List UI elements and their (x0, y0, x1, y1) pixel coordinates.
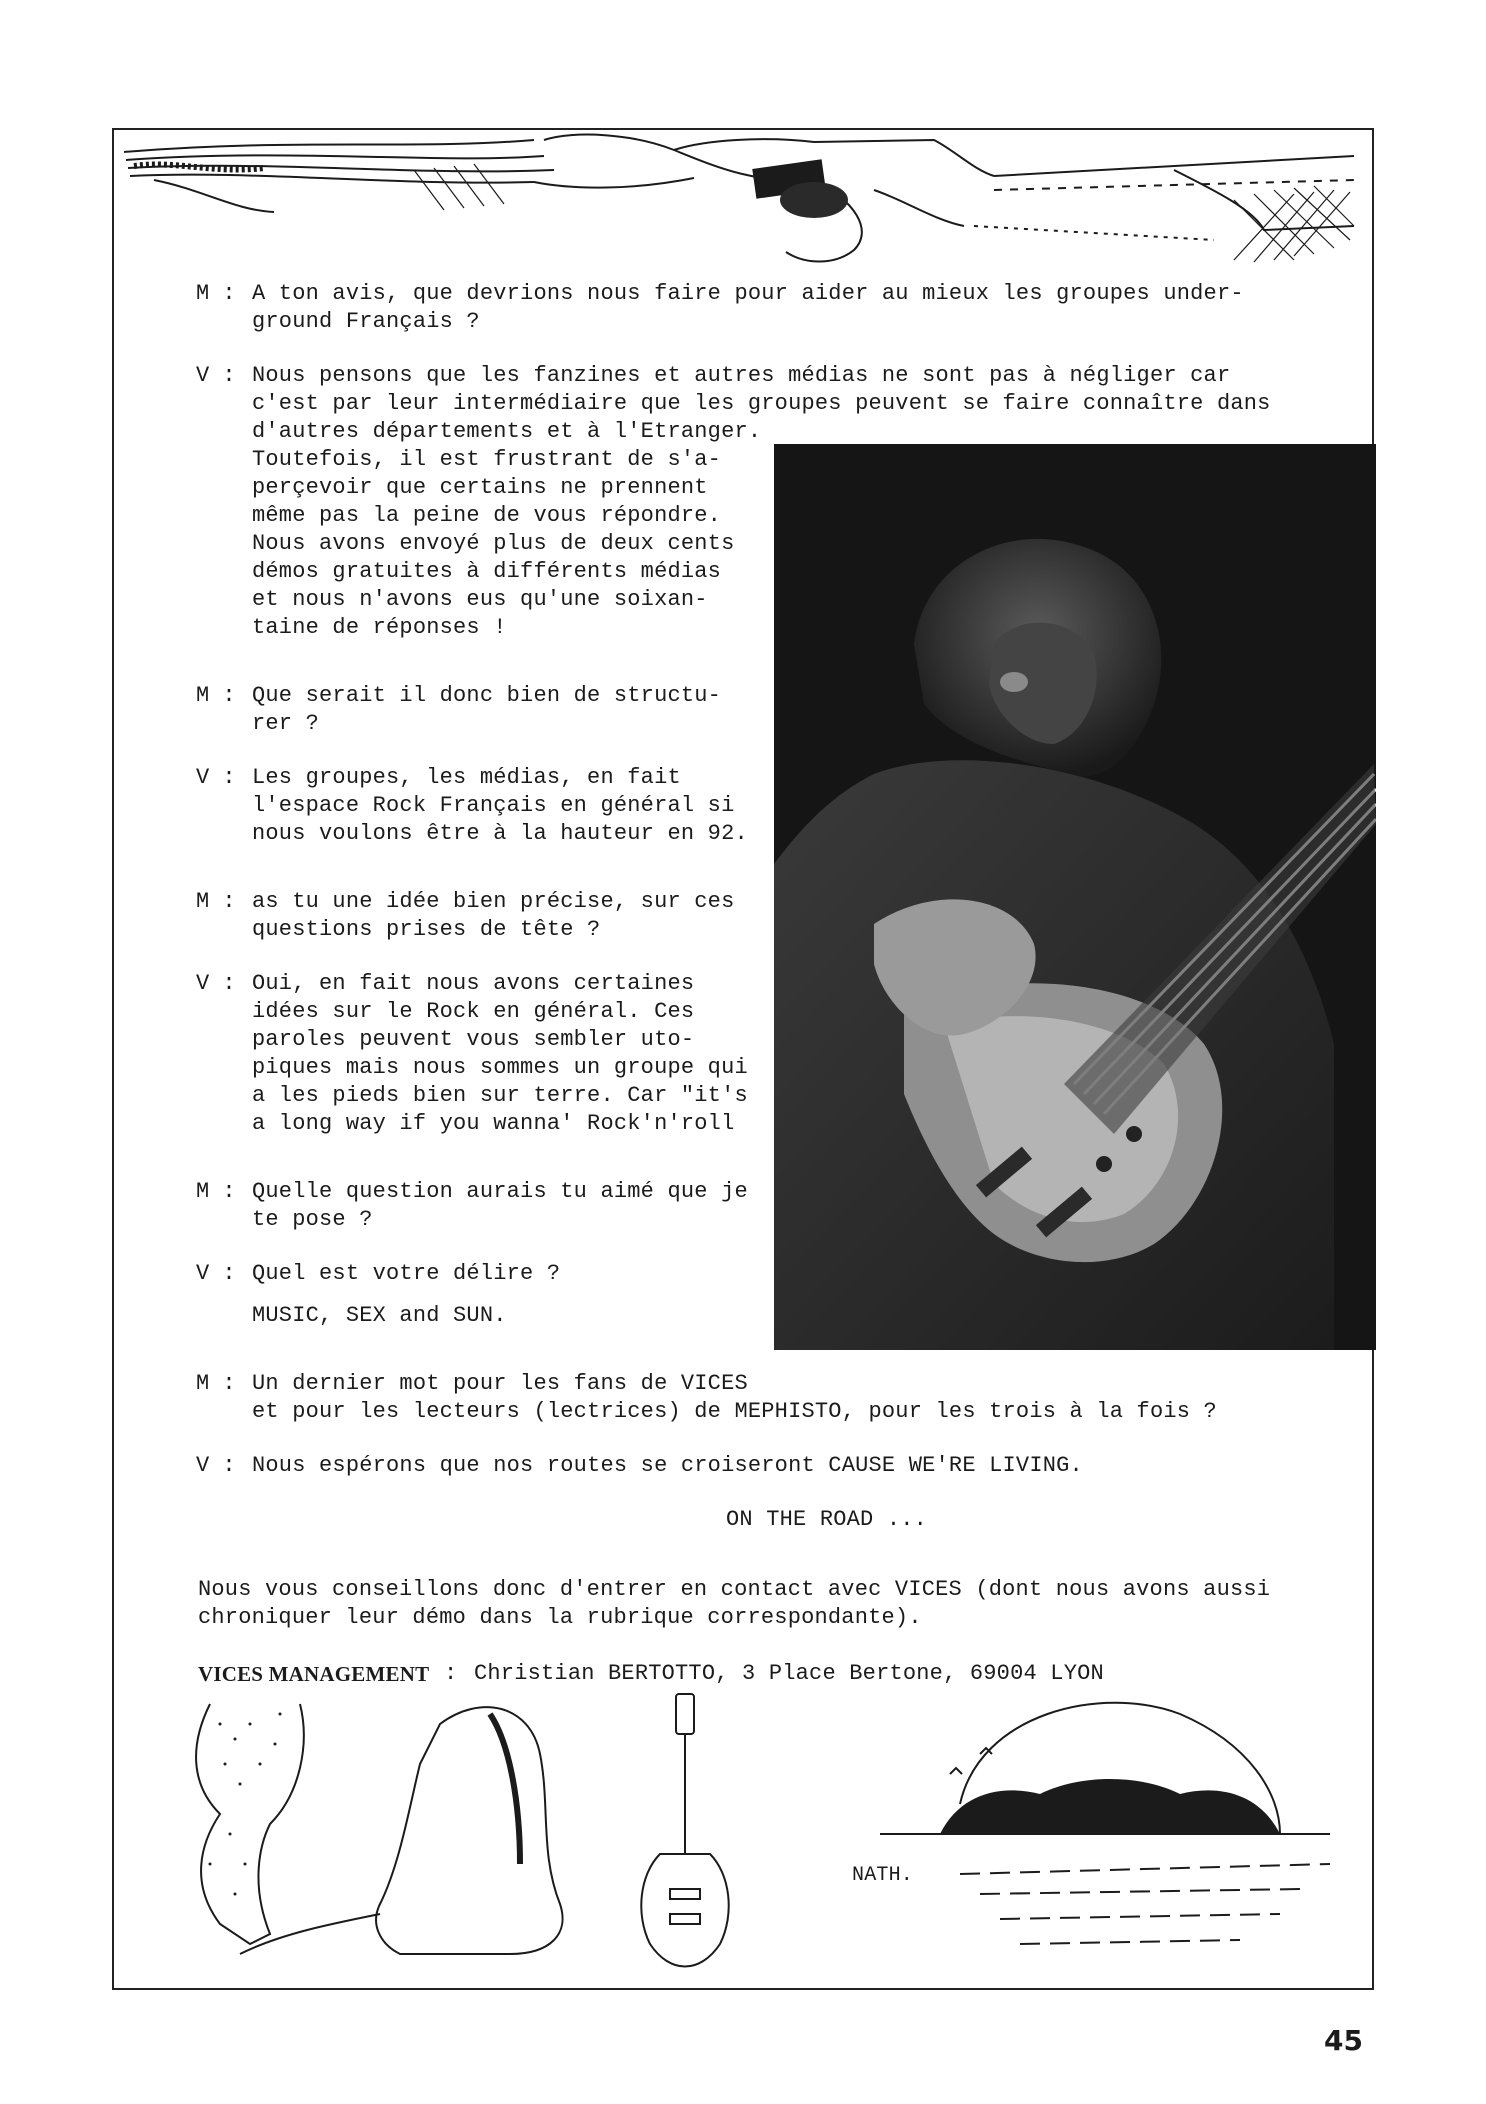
speaker-label: M : (196, 281, 236, 306)
text-line: l'espace Rock Français en général si (252, 793, 735, 818)
text-line: perçevoir que certains ne prennent (252, 475, 708, 500)
speaker-label: V : (196, 1453, 236, 1478)
text-line: ground Français ? (252, 309, 480, 334)
management-address: Christian BERTOTTO, 3 Place Bertone, 69004 LYON (474, 1661, 1104, 1686)
text-line: nous voulons être à la hauteur en 92. (252, 821, 748, 846)
text-line: Toutefois, il est frustrant de s'a- (252, 447, 722, 472)
speaker-label: V : (196, 1261, 236, 1286)
text-line: MUSIC, SEX and SUN. (252, 1303, 507, 1328)
text-line: Un dernier mot pour les fans de VICES (252, 1371, 748, 1396)
bass-player-photo (774, 444, 1376, 1350)
text-line: Les groupes, les médias, en fait (252, 765, 681, 790)
management-label: VICES MANAGEMENT (198, 1662, 430, 1686)
text-line: c'est par leur intermédiaire que les groupes peuvent se faire connaître dans (252, 391, 1271, 416)
text-line: paroles peuvent vous sembler uto- (252, 1027, 695, 1052)
speaker-label: V : (196, 971, 236, 996)
text-line: d'autres départements et à l'Etranger. (252, 419, 762, 444)
text-line: idées sur le Rock en général. Ces (252, 999, 695, 1024)
on-the-road: ON THE ROAD ... (726, 1507, 928, 1532)
text-line: a les pieds bien sur terre. Car "it's (252, 1083, 748, 1108)
speaker-label: M : (196, 1371, 236, 1396)
text-line: Nous pensons que les fanzines et autres médias ne sont pas à négliger car (252, 363, 1231, 388)
text-line: Nous espérons que nos routes se croiseront CAUSE WE'RE LIVING. (252, 1453, 1083, 1478)
text-line: Nous avons envoyé plus de deux cents (252, 531, 735, 556)
text-line: questions prises de tête ? (252, 917, 601, 942)
text-line: piques mais nous sommes un groupe qui (252, 1055, 748, 1080)
text-line: a long way if you wanna' Rock'n'roll (252, 1111, 735, 1136)
closing-line: Nous vous conseillons donc d'entrer en contact avec VICES (dont nous avons aussi (198, 1577, 1271, 1602)
page-number: 45 (1324, 2024, 1363, 2057)
artist-signature: NATH. (852, 1864, 914, 1887)
speaker-label: M : (196, 683, 236, 708)
speaker-label: M : (196, 889, 236, 914)
closing-line: chroniquer leur démo dans la rubrique correspondante). (198, 1605, 922, 1630)
text-line: démos gratuites à différents médias (252, 559, 722, 584)
banner-illustration (114, 130, 1372, 268)
text-line: Que serait il donc bien de structu- (252, 683, 722, 708)
speaker-label: V : (196, 765, 236, 790)
island-sunset-illustration (860, 1684, 1340, 1984)
bottom-left-illustration (180, 1684, 760, 1984)
text-line: même pas la peine de vous répondre. (252, 503, 722, 528)
management-separator: : (444, 1661, 458, 1686)
text-line: Quel est votre délire ? (252, 1261, 561, 1286)
text-line: Oui, en fait nous avons certaines (252, 971, 695, 996)
text-line: te pose ? (252, 1207, 373, 1232)
text-line: et nous n'avons eus qu'une soixan- (252, 587, 708, 612)
text-line: taine de réponses ! (252, 615, 507, 640)
speaker-label: V : (196, 363, 236, 388)
text-line: et pour les lecteurs (lectrices) de MEPHISTO, pour les trois à la fois ? (252, 1399, 1217, 1424)
speaker-label: M : (196, 1179, 236, 1204)
text-line: Quelle question aurais tu aimé que je (252, 1179, 748, 1204)
text-line: A ton avis, que devrions nous faire pour aider au mieux les groupes under- (252, 281, 1244, 306)
text-line: as tu une idée bien précise, sur ces (252, 889, 735, 914)
text-line: rer ? (252, 711, 320, 736)
